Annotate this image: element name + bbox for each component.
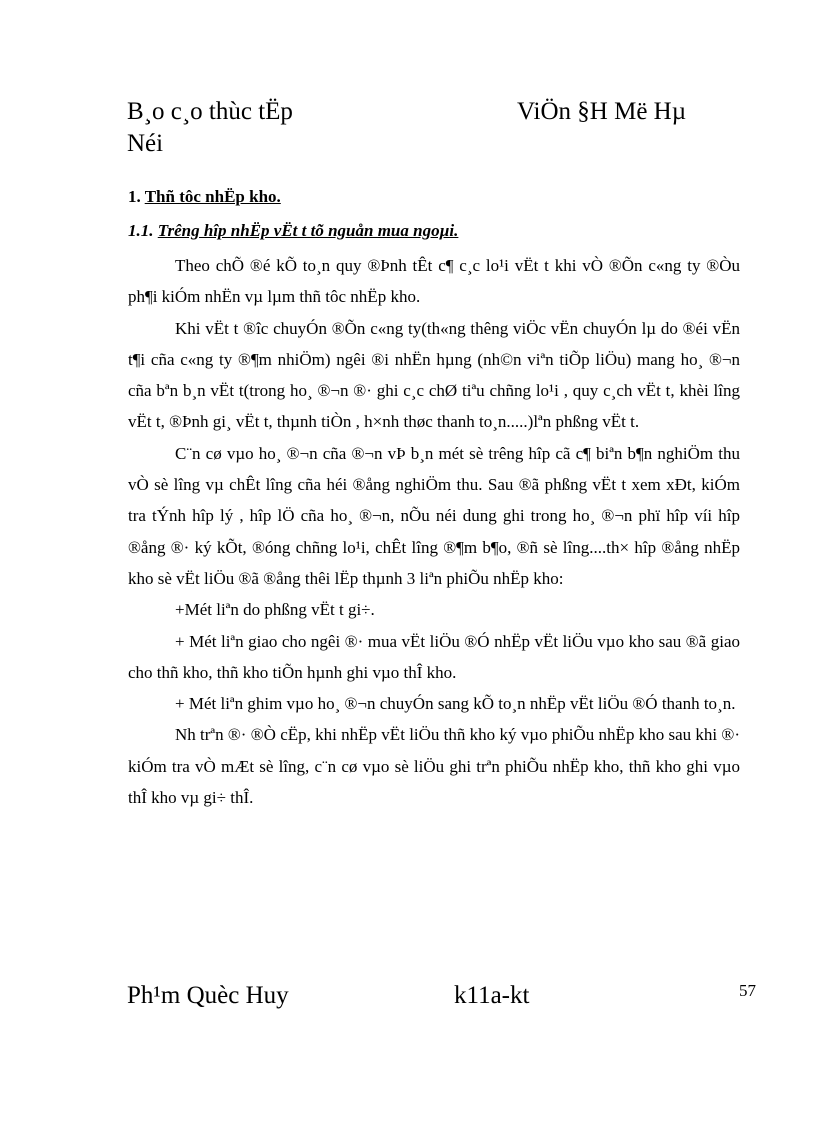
header-report-title: B¸o c¸o thùc tËp: [127, 98, 293, 125]
list-item: + Mét liªn ghim vµo ho¸ ®¬n chuyÓn sang kÕ to¸n nhËp vËt liÖu ®Ó thanh to¸n.: [175, 694, 736, 714]
paragraph: Khi vËt t ®îc chuyÓn ®Õn c«ng ty(th«ng thêng viÖc vËn chuyÓn lµ do ®éi vËn t¶i cña c«ng ty ®¶m nhiÖm) ngêi ®i nhËn hµng (nh©n viªn tiÕp liÖu) mang ho¸ ®¬n cña bªn b¸n vËt t(trong ho¸ ®¬n ®· ghi c¸c chØ tiªu chñng lo¹i , quy c¸ch vËt t, khèi lîng vËt t, ®Þnh gi¸ vËt t, thµnh tiÒn , h×nh thøc thanh to¸n.....)lªn phßng vËt t.: [128, 318, 740, 432]
paragraph: Nh trªn ®· ®Ò cËp, khi nhËp vËt liÖu thñ kho ký vµo phiÕu nhËp kho sau khi ®· kiÓm tra vÒ mÆt sè lîng, c¨n cø vµo sè liÖu ghi trªn phiÕu nhËp kho, thñ kho ghi vµo thÎ kho vµ gi÷ thÎ.: [128, 725, 740, 808]
header-institute-continuation: Néi: [127, 130, 164, 157]
footer-author: Ph¹m Quèc Huy: [127, 982, 289, 1009]
subsection-title: Trêng hîp nhËp vËt t tõ nguån mua ngoµi.: [157, 221, 459, 240]
page-number: 57: [739, 981, 756, 1000]
list-item: + Mét liªn giao cho ngêi ®· mua vËt liÖu ®Ó nhËp vËt liÖu vµo kho sau ®ã giao cho thñ kho, thñ kho tiÕn hµnh ghi vµo thÎ kho.: [128, 631, 740, 682]
subsection-number: 1.1.: [128, 221, 154, 240]
paragraph: C¨n cø vµo ho¸ ®¬n cña ®¬n vÞ b¸n mét sè trêng hîp cã c¶ biªn b¶n nghiÖm thu vÒ sè lîng vµ chÊt lîng cña héi ®ång nghiÖm thu. Sau ®ã phßng vËt t xem xÐt, kiÓm tra tÝnh hîp lý , hîp lÖ cña ho¸ ®¬n, nÕu néi dung ghi trong ho¸ ®¬n phï hîp víi hîp ®ång ®· ký kÕt, ®óng chñng lo¹i, chÊt lîng ®¶m b¶o, ®ñ sè lîng....th× hîp ®ång nhËp kho sè vËt liÖu ®ã ®ång thêi lËp thµnh 3 liªn phiÕu nhËp kho:: [128, 443, 740, 588]
document-body: [128, 186, 740, 813]
section-heading: [128, 186, 740, 208]
footer-class: k11a-kt: [454, 982, 530, 1009]
paragraph: Theo chÕ ®é kÕ to¸n quy ®Þnh tÊt c¶ c¸c lo¹i vËt t khi vÒ ®Õn c«ng ty ®Òu ph¶i kiÓm nhËn vµ lµm thñ tôc nhËp kho.: [128, 256, 740, 307]
section-number: 1.: [128, 187, 141, 206]
subsection-heading: [128, 220, 740, 242]
header-institute: ViÖn §H Më Hµ: [517, 98, 687, 125]
list-item: +Mét liªn do phßng vËt t gi÷.: [175, 600, 375, 620]
section-title: Thñ tôc nhËp kho.: [144, 187, 281, 206]
